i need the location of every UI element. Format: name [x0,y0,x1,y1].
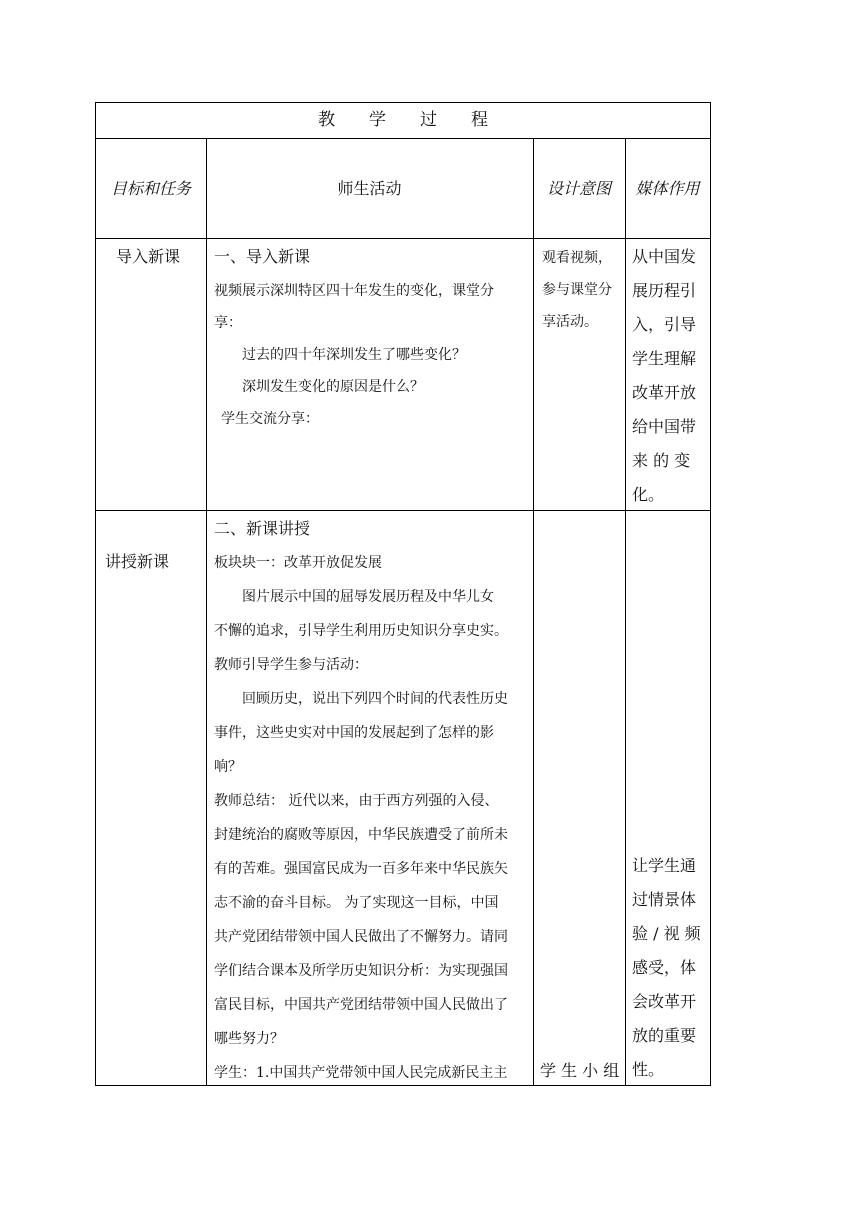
column-divider [533,138,534,1085]
header-media: 媒体作用 [635,179,700,198]
column-divider [206,138,207,1085]
activity-line: 学生交流分享： [221,411,319,427]
media-line: 学生理解 [632,349,697,368]
media-line: 入，引导 [632,315,697,334]
design-line: 参与课堂分 [542,282,612,298]
table-title: 教 学 过 程 [318,110,488,130]
activity-line: 教师总结： 近代以来，由于西方列强的入侵、 [214,793,499,809]
header-goal: 目标和任务 [110,179,191,198]
media-line: 感受，体 [632,958,697,977]
row-divider [96,138,710,139]
activity-title: 二、新课讲授 [214,519,311,538]
media-line: 让学生通 [632,856,697,875]
activity-line: 不懈的追求，引导学生利用历史知识分享史实。 [214,623,508,639]
media-line: 从中国发 [632,247,697,266]
header-design: 设计意图 [546,179,611,198]
activity-line: 有的苦难。强国富民成为一百多年来中华民族矢 [214,861,508,877]
activity-line: 视频展示深圳特区四十年发生的变化，课堂分 [214,283,494,299]
design-line: 观看视频， [542,250,612,266]
activity-line: 过去的四十年深圳发生了哪些变化？ [242,347,466,363]
row-divider [96,510,710,511]
header-activity: 师生活动 [337,179,402,198]
activity-line: 回顾历史，说出下列四个时间的代表性历史 [242,691,508,707]
teaching-process-table [95,102,711,1086]
activity-line: 响？ [214,759,242,775]
activity-line: 学们结合课本及所学历史知识分析：为实现强国 [214,963,508,979]
activity-line: 哪些努力？ [214,1031,284,1047]
activity-line: 深圳发生变化的原因是什么？ [242,379,424,395]
activity-line: 板块块一：改革开放促发展 [214,555,382,571]
activity-line: 教师引导学生参与活动： [214,657,368,673]
column-divider [625,138,626,1085]
media-line: 验 / 视 频 [632,924,701,943]
row-divider [96,238,710,239]
activity-line: 学生：1.中国共产党带领中国人民完成新民主主 [214,1065,508,1081]
activity-line: 志不渝的奋斗目标。 为了实现这一目标，中国 [214,895,499,911]
activity-line: 图片展示中国的屈辱发展历程及中华儿女 [242,589,494,605]
design-line: 享活动。 [542,314,598,330]
media-line: 性。 [632,1060,665,1079]
activity-line: 事件，这些史实对中国的发展起到了怎样的影 [214,725,494,741]
media-line: 给中国带 [632,417,697,436]
row1-goal: 导入新课 [116,247,181,266]
media-line: 过情景体 [632,890,697,909]
activity-line: 共产党团结带领中国人民做出了不懈努力。请同 [214,929,508,945]
row2-goal: 讲授新课 [105,552,170,571]
activity-line: 享： [214,315,242,331]
media-line: 来 的 变 [632,451,691,470]
activity-line: 封建统治的腐败等原因，中华民族遭受了前所未 [214,827,508,843]
media-line: 改革开放 [632,383,697,402]
activity-title: 一、导入新课 [214,247,311,266]
media-line: 放的重要 [632,1026,697,1045]
activity-line: 富民目标，中国共产党团结带领中国人民做出了 [214,997,508,1013]
design-line: 学 生 小 组 [540,1061,620,1080]
media-line: 会改革开 [632,992,697,1011]
media-line: 化。 [632,485,665,504]
media-line: 展历程引 [632,281,697,300]
